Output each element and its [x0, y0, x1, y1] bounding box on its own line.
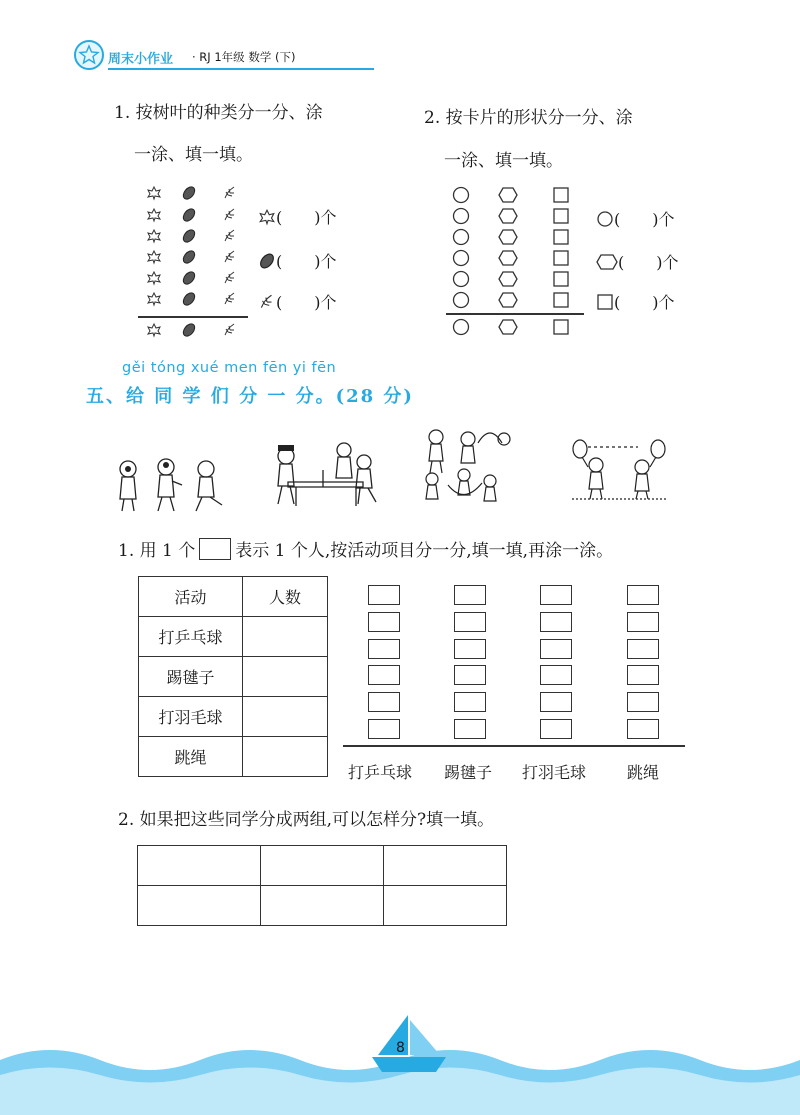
oak-leaf-icon — [222, 249, 238, 265]
q2-line2: 一涂、填一填。 — [444, 151, 563, 171]
table-row — [139, 697, 328, 737]
hexagon-icon — [498, 318, 518, 336]
group-cell[interactable] — [384, 846, 507, 886]
count-cell[interactable] — [243, 657, 328, 697]
maple-leaf-icon — [146, 291, 162, 307]
square-icon — [552, 270, 570, 288]
table-header-activity: 活动 — [139, 577, 243, 617]
leaf-answer-row — [258, 290, 337, 313]
bar-label: 跳绳 — [627, 763, 660, 782]
s5q1-text-after: 表示 1 个人,按活动项目分一分,填一填,再涂一涂。 — [235, 541, 614, 561]
leaf-answer-oak[interactable]: ( )个 — [276, 293, 337, 312]
square-icon — [552, 207, 570, 225]
pictograph-box[interactable] — [540, 692, 572, 712]
leaf-answer-row — [258, 249, 337, 272]
square-icon — [552, 186, 570, 204]
activity-table — [138, 576, 328, 777]
table-header-row — [139, 577, 328, 617]
table-row — [139, 737, 328, 777]
header-divider — [108, 68, 374, 70]
dark-leaf-icon — [181, 291, 197, 307]
leaf-answer-dark[interactable]: ( )个 — [276, 252, 337, 271]
hexagon-icon — [498, 249, 518, 267]
square-icon — [552, 291, 570, 309]
q1-line2: 一涂、填一填。 — [134, 145, 253, 165]
oak-leaf-icon — [258, 293, 276, 311]
activity-name: 跳绳 — [139, 737, 243, 777]
header-subtitle: · RJ 1年级 数学 (下) — [192, 50, 296, 64]
count-cell[interactable] — [243, 617, 328, 657]
shape-answer-row — [596, 290, 675, 313]
pictograph-box[interactable] — [627, 665, 659, 685]
shape-answer-row — [596, 207, 675, 230]
oak-leaf-icon — [222, 207, 238, 223]
maple-leaf-icon — [146, 207, 162, 223]
group-cell[interactable] — [261, 846, 384, 886]
hexagon-icon — [596, 253, 618, 271]
square-icon — [552, 249, 570, 267]
maple-leaf-icon — [146, 185, 162, 201]
hexagon-icon — [498, 228, 518, 246]
square-icon — [596, 293, 614, 311]
pictograph-box[interactable] — [368, 692, 400, 712]
pictograph-box[interactable] — [454, 692, 486, 712]
pictograph-box[interactable] — [368, 719, 400, 739]
pictograph-box[interactable] — [454, 665, 486, 685]
oak-leaf-icon — [222, 185, 238, 201]
activity-name: 打羽毛球 — [139, 697, 243, 737]
bar-label: 打乒乓球 — [348, 763, 413, 782]
pictograph-box[interactable] — [368, 612, 400, 632]
oak-leaf-icon — [222, 291, 238, 307]
section5-title: 五、给 同 学 们 分 一 分。(28 分) — [86, 386, 414, 407]
pictograph-baseline — [343, 745, 685, 747]
bar-label: 打羽毛球 — [522, 763, 587, 782]
hexagon-icon — [498, 207, 518, 225]
table-header-count: 人数 — [243, 577, 328, 617]
count-cell[interactable] — [243, 697, 328, 737]
hexagon-icon — [498, 186, 518, 204]
jump-rope-illustration — [418, 425, 518, 505]
pictograph-box[interactable] — [368, 665, 400, 685]
shape-divider — [446, 313, 584, 315]
section5-pinyin: gěi tóng xué men fēn yi fēn — [122, 360, 337, 376]
leaf-answer-row — [258, 205, 337, 228]
pictograph-box[interactable] — [540, 665, 572, 685]
logo-icon — [74, 40, 104, 70]
maple-leaf-icon — [258, 208, 276, 226]
page-number: 8 — [396, 1040, 405, 1056]
pictograph-box[interactable] — [368, 585, 400, 605]
s5q2-text: 2. 如果把这些同学分成两组,可以怎样分?填一填。 — [118, 810, 495, 830]
footer-wave — [0, 1010, 800, 1115]
square-icon — [552, 228, 570, 246]
pictograph-box[interactable] — [627, 692, 659, 712]
table-row — [139, 617, 328, 657]
shape-answer-square[interactable]: ( )个 — [614, 293, 675, 312]
s5q1-text-before: 1. 用 1 个 — [118, 541, 196, 561]
circle-icon — [452, 249, 470, 267]
hexagon-icon — [498, 291, 518, 309]
activity-name: 踢毽子 — [139, 657, 243, 697]
table-row — [138, 846, 507, 886]
sailboat-icon — [372, 1015, 446, 1072]
activity-name: 打乒乓球 — [139, 617, 243, 657]
q2-line1: 2. 按卡片的形状分一分、涂 — [424, 108, 633, 128]
dark-leaf-icon — [181, 185, 197, 201]
pictograph-box[interactable] — [540, 612, 572, 632]
oak-leaf-icon — [222, 322, 238, 338]
header-title: 周末小作业 — [108, 52, 174, 67]
circle-icon — [452, 291, 470, 309]
pictograph-box[interactable] — [627, 639, 659, 659]
badminton-illustration — [568, 437, 673, 502]
pictograph-box[interactable] — [540, 719, 572, 739]
maple-leaf-icon — [146, 249, 162, 265]
group-cell[interactable] — [138, 846, 261, 886]
circle-icon — [596, 210, 614, 228]
oak-leaf-icon — [222, 228, 238, 244]
circle-icon — [452, 270, 470, 288]
shape-answer-hexagon[interactable]: ( )个 — [618, 253, 679, 272]
dark-leaf-icon — [181, 207, 197, 223]
circle-icon — [452, 186, 470, 204]
square-icon — [552, 318, 570, 336]
pictograph-box[interactable] — [368, 639, 400, 659]
circle-icon — [452, 228, 470, 246]
dark-leaf-icon — [181, 228, 197, 244]
unit-box-sample — [199, 538, 231, 560]
table-row — [138, 886, 507, 926]
pictograph-box[interactable] — [454, 639, 486, 659]
count-cell[interactable] — [243, 737, 328, 777]
maple-leaf-icon — [146, 228, 162, 244]
pictograph-box[interactable] — [454, 719, 486, 739]
pictograph-box[interactable] — [627, 612, 659, 632]
shape-answer-circle[interactable]: ( )个 — [614, 210, 675, 229]
hexagon-icon — [498, 270, 518, 288]
pictograph-box[interactable] — [540, 639, 572, 659]
grouping-table — [137, 845, 507, 926]
pictograph-box[interactable] — [454, 612, 486, 632]
bar-label: 踢毽子 — [444, 763, 493, 782]
pictograph-box[interactable] — [454, 585, 486, 605]
dark-leaf-icon — [181, 270, 197, 286]
q1-line1: 1. 按树叶的种类分一分、涂 — [114, 103, 323, 123]
dark-leaf-icon — [181, 322, 197, 338]
shuttlecock-kids-illustration — [112, 455, 234, 515]
leaf-divider — [138, 316, 248, 318]
table-row — [139, 657, 328, 697]
group-cell[interactable] — [261, 886, 384, 926]
pictograph-box[interactable] — [540, 585, 572, 605]
circle-icon — [452, 207, 470, 225]
maple-leaf-icon — [146, 270, 162, 286]
dark-leaf-icon — [258, 252, 276, 270]
s5q1-text — [118, 536, 613, 561]
oak-leaf-icon — [222, 270, 238, 286]
group-cell[interactable] — [384, 886, 507, 926]
pictograph-box[interactable] — [627, 585, 659, 605]
shape-answer-row — [596, 250, 679, 273]
group-cell[interactable] — [138, 886, 261, 926]
dark-leaf-icon — [181, 249, 197, 265]
circle-icon — [452, 318, 470, 336]
ping-pong-illustration — [268, 440, 383, 510]
pictograph-box[interactable] — [627, 719, 659, 739]
page-header — [74, 38, 304, 78]
leaf-answer-maple[interactable]: ( )个 — [276, 208, 337, 227]
maple-leaf-icon — [146, 322, 162, 338]
